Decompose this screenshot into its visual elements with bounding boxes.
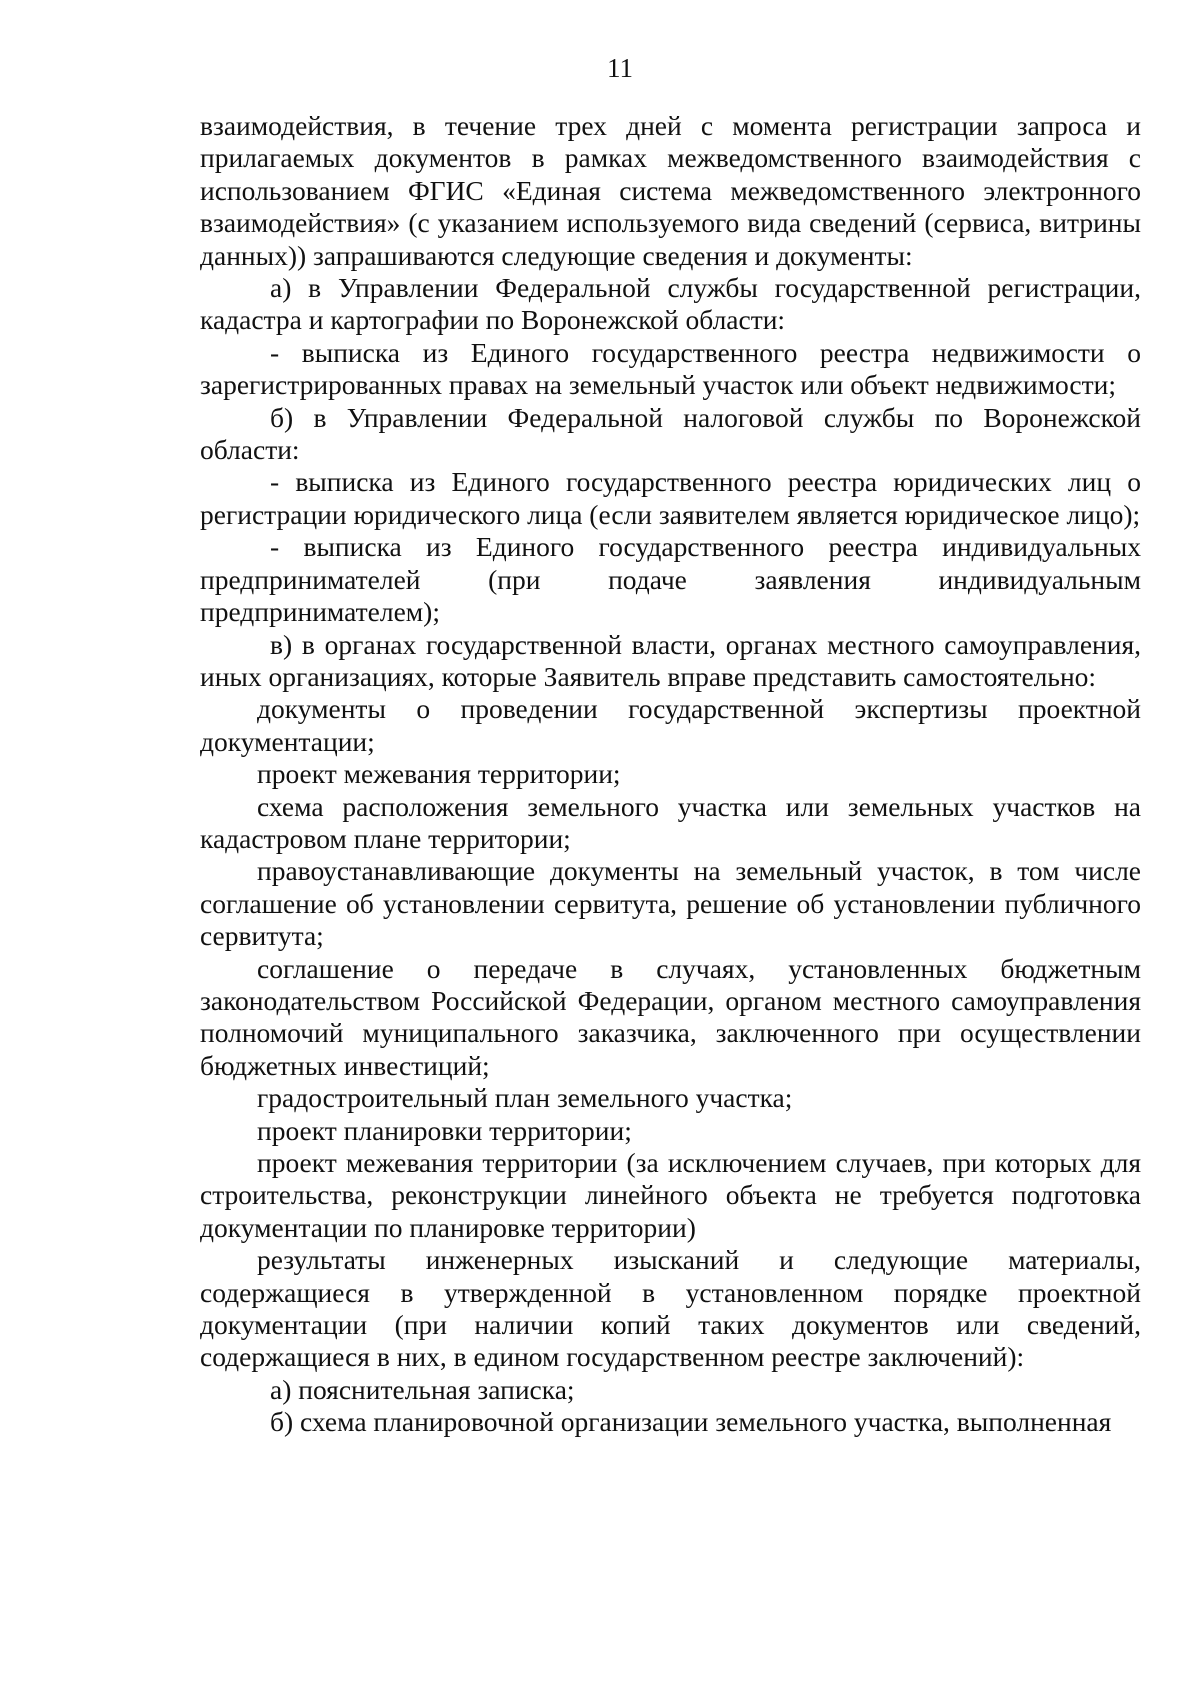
paragraph: проект межевания территории; bbox=[257, 758, 621, 790]
paragraph: - выписка из Единого государственного реестра юридических лиц о регистрации юридического лица (если заявителем является юридическое лицо); bbox=[200, 466, 1141, 530]
document-body bbox=[200, 110, 1141, 1439]
paragraph: а) пояснительная записка; bbox=[270, 1373, 575, 1405]
paragraph: б) в Управлении Федеральной налоговой службы по Воронежской области: bbox=[200, 401, 1141, 466]
paragraph: правоустанавливающие документы на земельный участок, в том числе соглашение об установлении сервитута, решение об установлении публичного сервитута; bbox=[200, 855, 1141, 952]
paragraph: градостроительный план земельного участка; bbox=[257, 1082, 793, 1114]
paragraph: схема расположения земельного участка или земельных участков на кадастровом плане территории; bbox=[200, 790, 1141, 854]
paragraph: в) в органах государственной власти, органах местного самоуправления, иных организациях, которые Заявитель вправе представить самостоятельно: bbox=[200, 628, 1141, 692]
paragraph: результаты инженерных изысканий и следующие материалы, содержащиеся в утвержденной в установленном порядке проектной документации (при наличии копий таких документов или сведений, содержащиеся в них, в едином государственном реестре заключений): bbox=[200, 1244, 1141, 1373]
paragraph: - выписка из Единого государственного реестра недвижимости о зарегистрированных правах на земельный участок или объект недвижимости; bbox=[200, 336, 1141, 401]
paragraph: б) схема планировочной организации земельного участка, выполненная bbox=[270, 1406, 1112, 1438]
paragraph: а) в Управлении Федеральной службы государственной регистрации, кадастра и картографии по Воронежской области: bbox=[200, 272, 1141, 336]
paragraph: соглашение о передаче в случаях, установленных бюджетным законодательством Российской Федерации, органом местного самоуправления полномочий муниципального заказчика, заключенного при осуществлении бюджетных инвестиций; bbox=[200, 952, 1141, 1081]
paragraph: проект межевания территории (за исключением случаев, при которых для строительства, реконструкции линейного объекта не требуется подготовка документации по планировке территории) bbox=[200, 1147, 1141, 1243]
page-number: 11 bbox=[607, 53, 633, 83]
paragraph: - выписка из Единого государственного реестра индивидуальных предпринимателей (при подаче заявления индивидуальным предпринимателем); bbox=[200, 531, 1141, 628]
paragraph: документы о проведении государственной экспертизы проектной документации; bbox=[200, 693, 1141, 757]
paragraph: взаимодействия, в течение трех дней с момента регистрации запроса и прилагаемых документов в рамках межведомственного взаимодействия с использованием ФГИС «Единая система межведомственного электронного взаимодействия» (с указанием используемого вида сведений (сервиса, витрины данных)) запрашиваются следующие сведения и документы: bbox=[200, 110, 1141, 271]
paragraph: проект планировки территории; bbox=[257, 1114, 632, 1146]
